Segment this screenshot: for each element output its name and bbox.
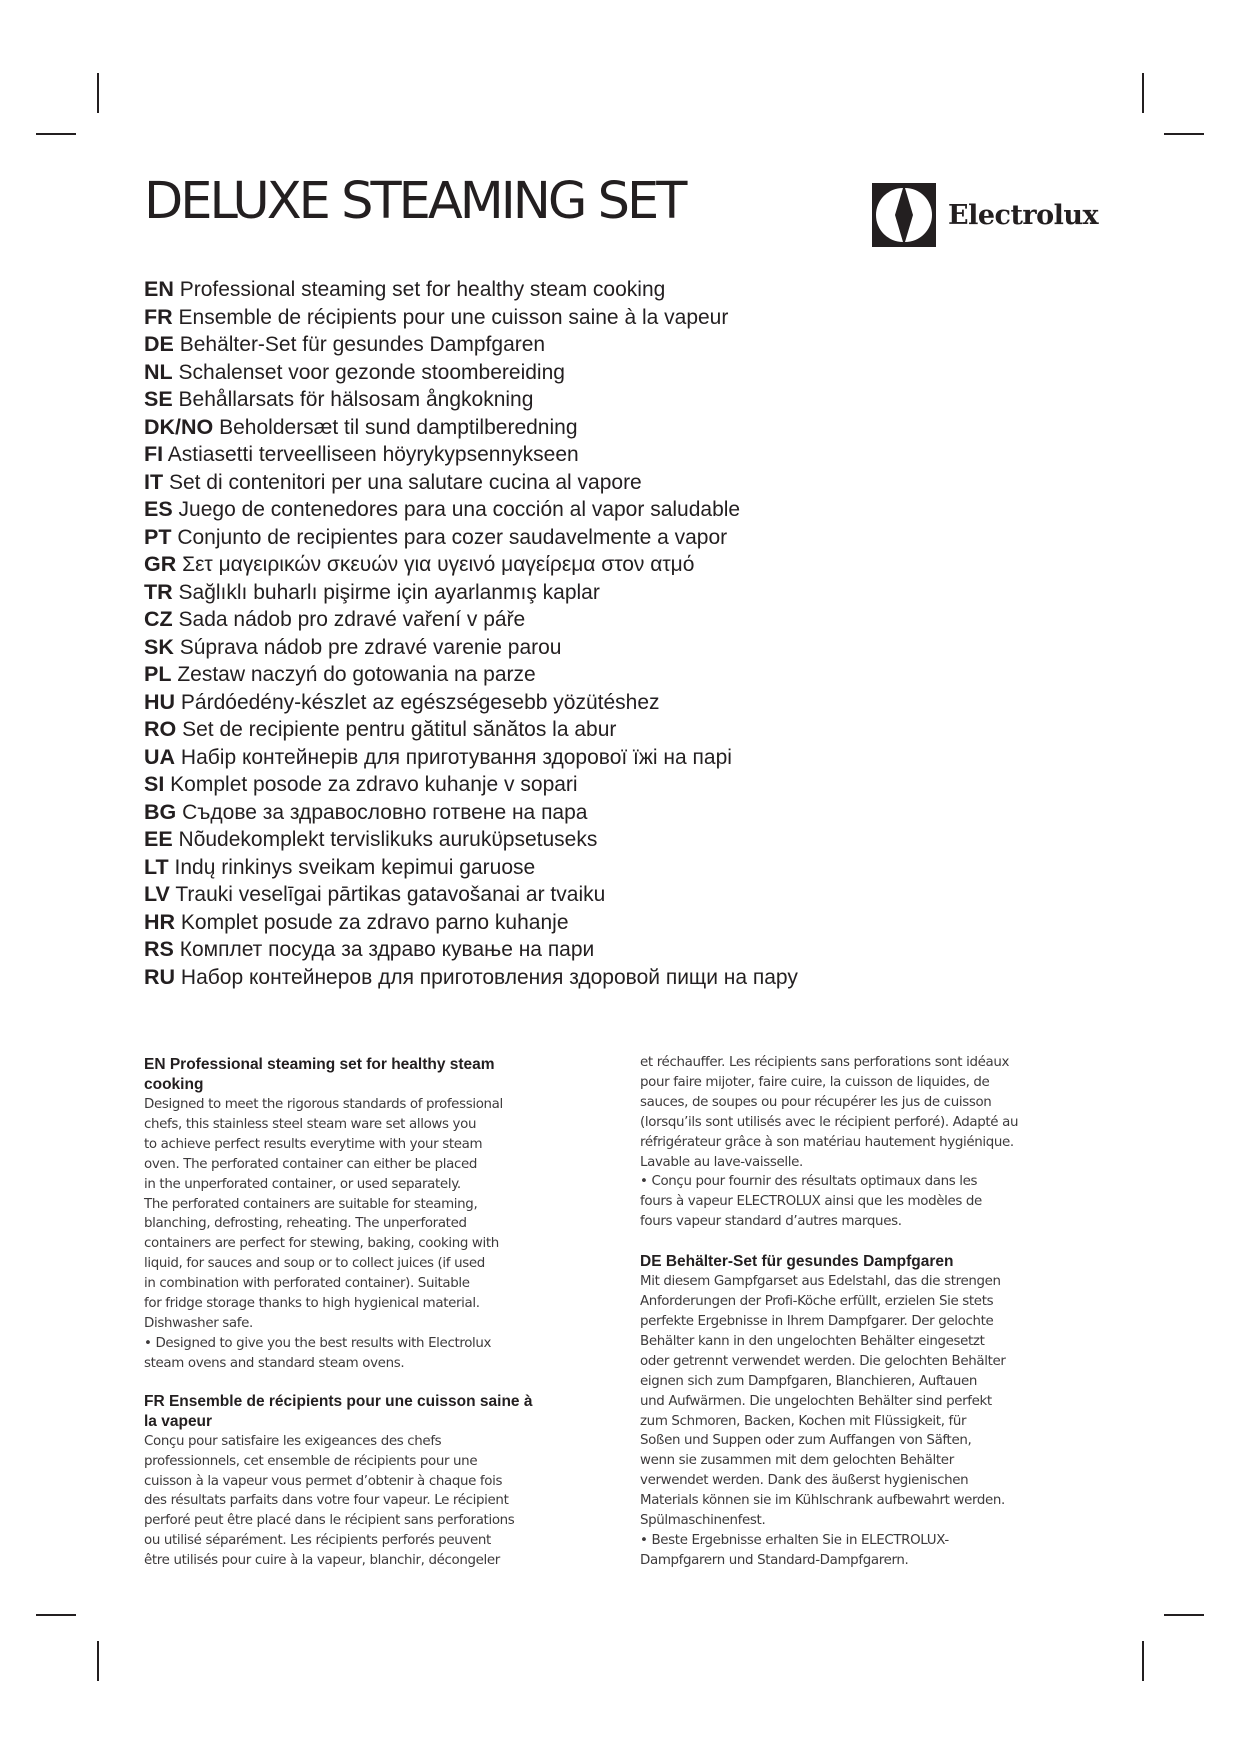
text-line: to achieve perfect results everytime with your steam xyxy=(144,1136,483,1152)
language-line xyxy=(144,276,798,304)
text-line: Dampfgarern und Standard-Dampfgarern. xyxy=(640,1552,909,1568)
language-code: IT xyxy=(144,469,164,494)
language-text: Conjunto de recipientes para cozer saudavelmente a vapor xyxy=(177,525,728,549)
language-line xyxy=(144,386,798,414)
language-line xyxy=(144,936,798,964)
text-line: liquid, for sauces and soup or to collect juices (if used xyxy=(144,1256,485,1272)
text-line: eignen sich zum Dampfgaren, Blanchieren, Auftauen xyxy=(640,1373,977,1389)
text-line: perfekte Ergebnisse in Ihrem Dampfgarer. Der gelochte xyxy=(640,1313,994,1329)
electrolux-logo-icon xyxy=(872,183,936,247)
text-column-right xyxy=(640,1053,1090,1571)
language-text: Ensemble de récipients pour une cuisson saine à la vapeur xyxy=(178,305,729,329)
text-line: EN Professional steaming set for healthy steam xyxy=(144,1056,495,1073)
text-line: fours à vapeur ELECTROLUX ainsi que les modèles de xyxy=(640,1194,982,1210)
text-line: containers are perfect for stewing, baking, cooking with xyxy=(144,1236,499,1252)
language-line xyxy=(144,661,798,689)
text-line: la vapeur xyxy=(144,1412,213,1430)
language-code: DK/NO xyxy=(144,414,214,439)
text-line: in the unperforated container, or used separately. xyxy=(144,1176,461,1192)
text-line: perforé peut être placé dans le récipient sans perforations xyxy=(144,1513,515,1529)
crop-mark xyxy=(36,133,76,135)
text-line: oder getrennt verwendet werden. Die gelochten Behälter xyxy=(640,1353,1006,1369)
language-line xyxy=(144,524,798,552)
language-text: Trauki veselīgai pārtikas gatavošanai ar tvaiku xyxy=(175,883,606,906)
language-code: FR xyxy=(144,304,173,329)
language-line xyxy=(144,606,798,634)
text-line: chefs, this stainless steel steam ware set allows you xyxy=(144,1116,477,1132)
text-line: Behälter kann in den ungelochten Behälter eingesetzt xyxy=(640,1333,985,1349)
language-code: RS xyxy=(144,937,174,961)
language-line xyxy=(144,441,798,469)
language-line xyxy=(144,304,798,332)
text-line: FR Ensemble de récipients pour une cuisson saine à xyxy=(144,1392,533,1410)
language-line xyxy=(144,826,798,854)
text-line: Dishwasher safe. xyxy=(144,1315,253,1331)
language-line xyxy=(144,881,798,909)
language-text: Комплет посуда за здраво кување на пари xyxy=(179,938,595,961)
language-text: Набір контейнерів для приготування здорової їжі на парі xyxy=(180,745,732,769)
language-text: Behälter-Set für gesundes Dampfgaren xyxy=(179,333,546,356)
crop-mark xyxy=(97,73,99,113)
language-code: SI xyxy=(144,772,165,796)
language-text: Nõudekomplekt tervislikuks aurukϋpsetuseks xyxy=(178,828,598,851)
language-code: PT xyxy=(144,524,172,549)
text-line: Conçu pour satisfaire les exigeances des chefs xyxy=(144,1433,442,1449)
language-text: Professional steaming set for healthy steam cooking xyxy=(179,278,666,301)
text-line: (lorsqu’ils sont utilisés avec le récipient perforé). Adapté au xyxy=(640,1114,1019,1130)
text-line: in combination with perforated container). Suitable xyxy=(144,1276,470,1292)
language-text: Juego de contenedores para una cocción al vapor saludable xyxy=(178,498,741,521)
language-code: PL xyxy=(144,662,172,686)
language-text: Indų rinkinys sveikam kepimui garuose xyxy=(174,855,536,879)
brand-name: Electrolux xyxy=(948,199,1099,231)
language-text: Set de recipiente pentru gătitul sănătos la abur xyxy=(182,718,617,741)
text-line: sauces, de soupes ou pour récupérer les jus de cuisson xyxy=(640,1094,992,1110)
section-body xyxy=(640,1272,1090,1571)
language-code: LV xyxy=(144,882,170,906)
brand-logo xyxy=(872,183,1098,247)
language-line xyxy=(144,331,798,359)
language-line xyxy=(144,771,798,799)
text-line: être utilisés pour cuire à la vapeur, blanchir, décongeler xyxy=(144,1553,500,1569)
language-code: NL xyxy=(144,359,173,384)
text-line: for fridge storage thanks to high hygienical material. xyxy=(144,1296,480,1312)
language-line xyxy=(144,496,798,524)
text-line: oven. The perforated container can either be placed xyxy=(144,1156,478,1172)
language-line xyxy=(144,689,798,717)
text-line: Materials können sie im Kühlschrank aufbewahrt werden. xyxy=(640,1493,1005,1509)
language-line xyxy=(144,964,798,992)
language-code: TR xyxy=(144,579,173,604)
text-line: Anforderungen der Profi-Köche erfüllt, erzielen Sie stets xyxy=(640,1294,994,1310)
text-line: steam ovens and standard steam ovens. xyxy=(144,1355,405,1371)
section-fr-continued xyxy=(640,1053,1090,1232)
section-body xyxy=(144,1432,594,1571)
section-body xyxy=(640,1053,1090,1232)
language-code: SE xyxy=(144,387,173,411)
language-code: RU xyxy=(144,964,176,989)
text-line: • Designed to give you the best results with Electrolux xyxy=(144,1335,492,1351)
section-body xyxy=(144,1095,594,1374)
language-line xyxy=(144,469,798,497)
section-heading xyxy=(144,1055,594,1095)
text-line: wenn sie zusammen mit dem gelochten Behälter xyxy=(640,1453,954,1469)
language-code: LT xyxy=(144,854,169,879)
section-de xyxy=(640,1252,1090,1571)
text-line: ou utilisé séparément. Les récipients perforés peuvent xyxy=(144,1533,491,1549)
language-text: Beholdersæt til sund damptilberedning xyxy=(219,415,578,439)
language-line xyxy=(144,854,798,882)
text-line: Mit diesem Gampfgarset aus Edelstahl, das die strengen xyxy=(640,1274,1001,1290)
text-line: fours vapeur standard d’autres marques. xyxy=(640,1214,902,1230)
language-text: Astiasetti terveelliseen höyrykypsennykseen xyxy=(167,443,579,466)
text-line: Designed to meet the rigorous standards of professional xyxy=(144,1097,503,1112)
crop-mark xyxy=(1142,73,1144,113)
text-line: cuisson à la vapeur vous permet d’obtenir à chaque fois xyxy=(144,1473,503,1489)
language-text: Sağlıklı buharlı pişirme için ayarlanmış kaplar xyxy=(178,580,600,604)
language-text: Zestaw naczyń do gotowania na parze xyxy=(177,663,536,686)
text-line: DE Behälter-Set für gesundes Dampfgaren xyxy=(640,1253,954,1271)
text-line: Lavable au lave-vaisselle. xyxy=(640,1154,803,1170)
text-line: Soßen und Suppen oder zum Auffangen von Säften, xyxy=(640,1433,972,1449)
language-text: Set di contenitori per una salutare cucina al vapore xyxy=(168,470,642,494)
text-line: réfrigérateur grâce à son matériau hautement hygiénique. xyxy=(640,1134,1014,1150)
language-code: GR xyxy=(144,552,177,576)
text-line: The perforated containers are suitable for steaming, xyxy=(144,1196,478,1212)
language-line xyxy=(144,744,798,772)
language-text: Schalenset voor gezonde stoombereiding xyxy=(178,360,565,384)
language-text: Komplet posude za zdravo parno kuhanje xyxy=(180,910,569,934)
text-line: verwendet werden. Dank des äußerst hygienischen xyxy=(640,1473,969,1489)
text-line: professionnels, cet ensemble de récipients pour une xyxy=(144,1453,478,1469)
language-line xyxy=(144,799,798,827)
crop-mark xyxy=(1164,1614,1204,1616)
language-code: SK xyxy=(144,634,174,659)
text-line: blanching, defrosting, reheating. The unperforated xyxy=(144,1216,467,1232)
crop-mark xyxy=(1142,1641,1144,1681)
language-text: Párdóedény-készlet az egészségesebb yözütéshez xyxy=(180,690,660,714)
crop-mark xyxy=(1164,133,1204,135)
crop-mark xyxy=(36,1614,76,1616)
language-line xyxy=(144,359,798,387)
text-line: zum Schmoren, Backen, Kochen mit Flüssigkeit, für xyxy=(640,1413,967,1429)
language-text: Набор контейнеров для приготовления здоровой пищи на пару xyxy=(180,965,798,989)
section-heading xyxy=(144,1392,594,1432)
text-line: cooking xyxy=(144,1076,204,1093)
text-line: pour faire mijoter, faire cuire, la cuisson de liquides, de xyxy=(640,1074,990,1090)
language-code: EE xyxy=(144,827,173,851)
section-fr xyxy=(144,1392,594,1571)
language-code: CZ xyxy=(144,607,173,631)
text-line: Spülmaschinenfest. xyxy=(640,1513,766,1529)
language-code: FI xyxy=(144,442,164,466)
section-heading xyxy=(640,1252,1090,1272)
language-code: ES xyxy=(144,497,173,521)
language-line xyxy=(144,909,798,937)
language-text: Súprava nádob pre zdravé varenie parou xyxy=(179,635,562,659)
text-line: • Beste Ergebnisse erhalten Sie in ELECTROLUX- xyxy=(640,1532,949,1548)
language-code: RO xyxy=(144,717,177,741)
language-code: BG xyxy=(144,799,177,824)
language-code: HR xyxy=(144,909,176,934)
language-line xyxy=(144,716,798,744)
language-text: Σετ μαγειρικών σκευών για υγεινό μαγείρεμα στον ατμό xyxy=(182,553,695,576)
language-code: DE xyxy=(144,332,174,356)
language-line xyxy=(144,579,798,607)
text-line: • Conçu pour fournir des résultats optimaux dans les xyxy=(640,1174,978,1190)
language-line xyxy=(144,414,798,442)
text-column-left xyxy=(144,1055,594,1571)
language-text: Съдове за здравословно готвене на пара xyxy=(182,800,588,824)
language-code: HU xyxy=(144,689,176,714)
language-text: Komplet posode za zdravo kuhanje v sopari xyxy=(170,773,578,796)
language-text: Sada nádob pro zdravé vaření v páře xyxy=(178,608,526,631)
section-en xyxy=(144,1055,594,1374)
language-text: Behållarsats för hälsosam ångkokning xyxy=(178,388,534,411)
text-line: und Aufwärmen. Die ungelochten Behälter sind perfekt xyxy=(640,1393,992,1409)
language-line xyxy=(144,634,798,662)
language-line xyxy=(144,551,798,579)
page-title: DELUXE STEAMING SET xyxy=(144,172,685,231)
text-line: des résultats parfaits dans votre four vapeur. Le récipient xyxy=(144,1493,509,1509)
language-code: EN xyxy=(144,277,174,301)
language-list xyxy=(144,276,798,991)
language-code: UA xyxy=(144,744,176,769)
crop-mark xyxy=(97,1641,99,1681)
text-line: et réchauffer. Les récipients sans perforations sont idéaux xyxy=(640,1055,1010,1070)
